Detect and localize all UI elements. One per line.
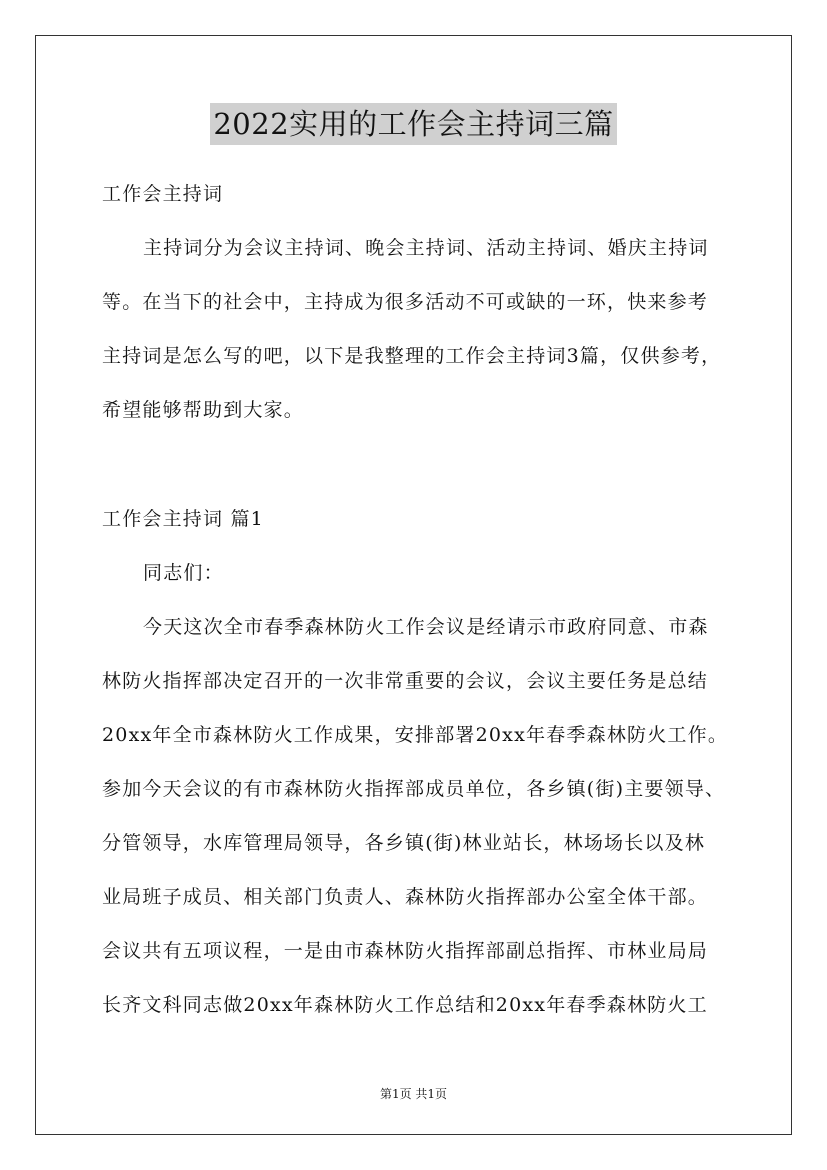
section-heading: 工作会主持词 [102, 183, 224, 205]
intro-line: 主持词分为会议主持词、晚会主持词、活动主持词、婚庆主持词 [143, 237, 709, 259]
part1-heading: 工作会主持词 篇1 [102, 508, 264, 530]
document-title-wrap [0, 103, 827, 145]
body-line: 今天这次全市春季森林防火工作会议是经请示市政府同意、市森 [143, 616, 709, 638]
intro-line: 等。在当下的社会中，主持成为很多活动不可或缺的一环，快来参考 [102, 291, 709, 313]
body-line: 分管领导，水库管理局领导，各乡镇(街)林业站长，林场场长以及林 [102, 832, 706, 854]
body-line: 20xx年全市森林防火工作成果，安排部署20xx年春季森林防火工作。 [102, 724, 729, 746]
body-line: 林防火指挥部决定召开的一次非常重要的会议，会议主要任务是总结 [102, 670, 709, 692]
greeting: 同志们： [143, 562, 224, 584]
page-footer: 第1页 共1页 [379, 1087, 448, 1101]
body-line: 参加今天会议的有市森林防火指挥部成员单位，各乡镇(街)主要领导、 [102, 778, 726, 800]
body-line: 会议共有五项议程，一是由市森林防火指挥部副总指挥、市林业局局 [102, 940, 709, 962]
intro-line: 主持词是怎么写的吧，以下是我整理的工作会主持词3篇，仅供参考， [102, 345, 722, 367]
body-line: 业局班子成员、相关部门负责人、森林防火指挥部办公室全体干部。 [102, 886, 709, 908]
document-title: 2022实用的工作会主持词三篇 [210, 103, 616, 145]
body-line: 长齐文科同志做20xx年森林防火工作总结和20xx年春季森林防火工 [102, 994, 708, 1016]
intro-line: 希望能够帮助到大家。 [102, 399, 305, 421]
